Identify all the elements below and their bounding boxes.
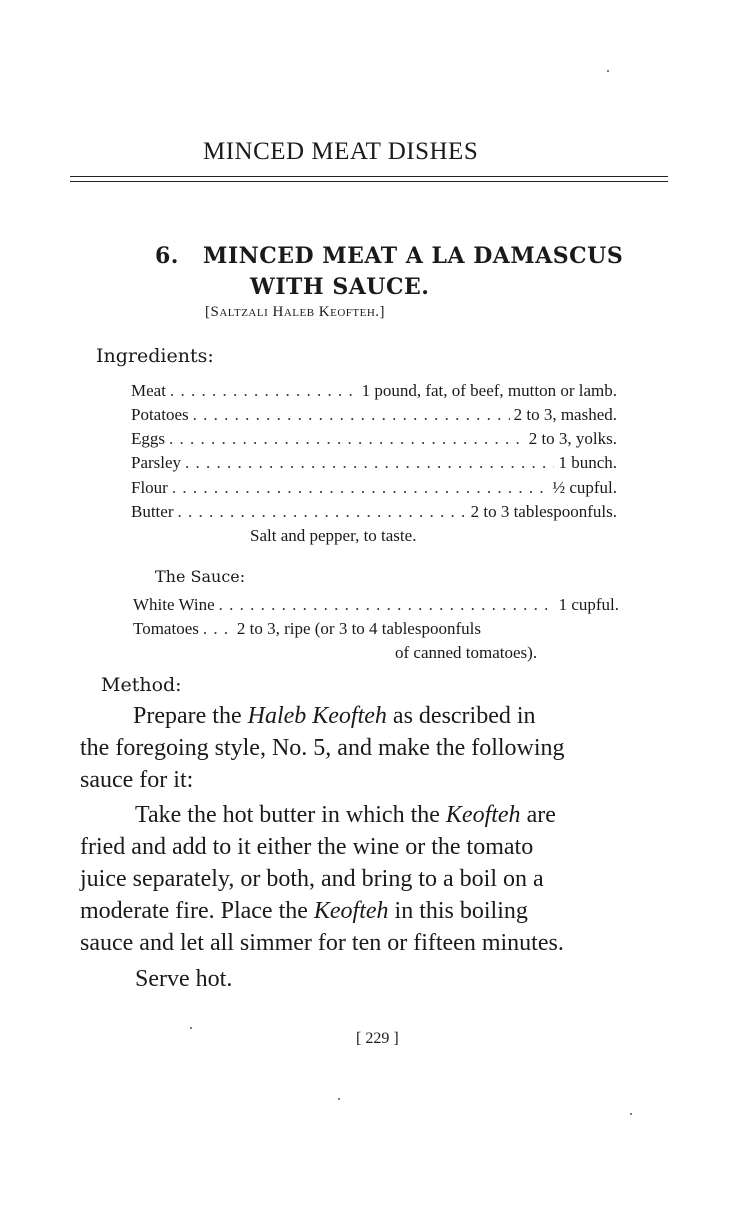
ingredient-row	[131, 405, 617, 425]
sauce-item-amount: 1 cupful.	[558, 595, 619, 614]
ingredient-row	[131, 453, 617, 473]
sauce-item-amount: 2 to 3, ripe (or 3 to 4 tablespoonfuls	[236, 619, 481, 638]
ingredient-amount: ½ cupful.	[552, 478, 617, 497]
ingredient-amount: 2 to 3, yolks.	[528, 429, 617, 448]
recipe-term: Keofteh	[313, 898, 389, 924]
method-p3: Serve hot.	[135, 966, 233, 992]
ingredient-row	[131, 381, 617, 401]
recipe-title-line2: WITH SAUCE.	[250, 274, 430, 300]
dot-leader	[170, 381, 358, 401]
ingredient-name: Parsley	[131, 453, 182, 472]
ingredient-name: Meat	[131, 381, 166, 400]
ingredient-row	[131, 502, 617, 522]
running-head: MINCED MEAT DISHES	[203, 138, 479, 165]
dot-leader	[172, 478, 548, 498]
dot-leader	[193, 405, 510, 425]
recipe-title-line1: MINCED MEAT A LA DAMASCUS	[203, 243, 624, 269]
paper-speck	[190, 1027, 192, 1029]
method-p2-line3: juice separately, or both, and bring to a boil on a	[80, 866, 544, 892]
sauce-row	[133, 595, 619, 615]
sauce-row	[133, 619, 619, 639]
ingredient-name: Flour	[131, 478, 168, 497]
ingredients-heading: Ingredients:	[96, 345, 214, 367]
ingredient-name: Potatoes	[131, 405, 189, 424]
sauce-item-name: White Wine	[133, 595, 215, 614]
recipe-number: 6.	[155, 243, 179, 269]
dot-leader	[219, 595, 555, 615]
header-rule-bottom	[70, 181, 668, 182]
recipe-term: Keofteh	[445, 802, 521, 828]
ingredient-amount: 1 bunch.	[558, 453, 617, 472]
dot-leader	[185, 453, 554, 473]
dot-leader	[178, 502, 467, 522]
ingredient-amount: 1 pound, fat, of beef, mutton or lamb.	[361, 381, 617, 400]
ingredient-amount: 2 to 3 tablespoonfuls.	[470, 502, 617, 521]
recipe-subtitle: [Saltzali Haleb Keofteh.]	[205, 304, 386, 320]
method-p2-line4: moderate fire. Place the Keofteh in this boiling	[80, 898, 528, 924]
paper-speck	[630, 1113, 632, 1115]
method-p2-line5: sauce and let all simmer for ten or fifteen minutes.	[80, 930, 564, 956]
ingredient-row	[131, 478, 617, 498]
seasoning-line: Salt and pepper, to taste.	[250, 526, 417, 545]
method-p2-line1: Take the hot butter in which the Keofteh are	[135, 802, 556, 828]
header-rule-top	[70, 176, 668, 177]
method-p1-line1: Prepare the Haleb Keofteh as described in	[133, 703, 536, 729]
method-p1-line2: the foregoing style, No. 5, and make the following	[80, 735, 565, 761]
recipe-term: Haleb Keofteh	[247, 703, 387, 729]
sauce-item-name: Tomatoes	[133, 619, 199, 638]
sauce-heading: The Sauce:	[155, 567, 246, 586]
paper-speck	[338, 1098, 340, 1100]
method-heading: Method:	[101, 674, 182, 696]
method-p2-line2: fried and add to it either the wine or the tomato	[80, 834, 534, 860]
paper-speck	[607, 70, 609, 72]
ingredient-name: Eggs	[131, 429, 165, 448]
ingredient-name: Butter	[131, 502, 174, 521]
ingredient-row	[131, 429, 617, 449]
ingredient-amount: 2 to 3, mashed.	[513, 405, 617, 424]
dot-leader	[203, 619, 233, 639]
dot-leader	[169, 429, 525, 449]
sauce-continuation: of canned tomatoes).	[395, 643, 538, 662]
page-number: [ 229 ]	[356, 1030, 399, 1047]
method-p1-line3: sauce for it:	[80, 767, 194, 793]
